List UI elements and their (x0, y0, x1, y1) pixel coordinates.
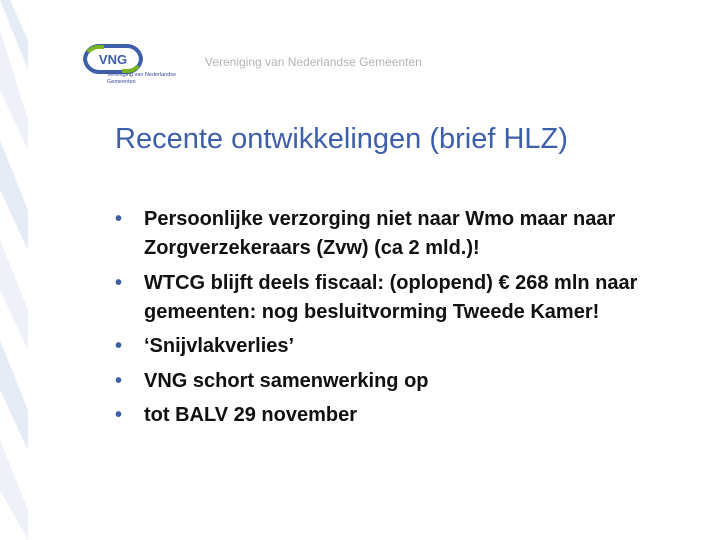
bullet-text: ‘Snijvlakverlies’ (144, 335, 295, 357)
vng-logo-mark (82, 44, 144, 74)
bullet-item (115, 332, 685, 361)
bullet-text: WTCG blijft deels fiscaal: (oplopend) € 268 mln naar gemeenten: nog besluitvorming Tweede Kamer! (144, 271, 638, 323)
vng-logo (82, 44, 182, 96)
bullet-text: tot BALV 29 november (144, 404, 357, 426)
bullet-item (115, 205, 685, 263)
decorative-side-stripes (0, 0, 28, 540)
bullet-dot: • (115, 335, 123, 357)
bullet-item (115, 367, 685, 396)
bullet-dot: • (115, 271, 123, 294)
bullet-item (115, 401, 685, 430)
bullet-text: Persoonlijke verzorging niet naar Wmo maar naar Zorgverzekeraars (Zvw) (ca 2 mld.)! (144, 208, 616, 259)
bullet-text: VNG schort samenwerking op (144, 369, 429, 392)
bullet-dot: • (115, 404, 123, 426)
bullet-dot: • (115, 208, 123, 230)
bullet-list (115, 205, 685, 436)
logo-subtext: Vereniging van Nederlandse Gemeenten (107, 72, 177, 85)
slide-title: Recente ontwikkelingen (brief HLZ) (115, 123, 568, 155)
logo-text: VNG (98, 52, 128, 67)
bullet-dot: • (115, 369, 123, 392)
organization-name: Vereniging van Nederlandse Gemeenten (205, 55, 422, 69)
bullet-item (115, 269, 685, 327)
